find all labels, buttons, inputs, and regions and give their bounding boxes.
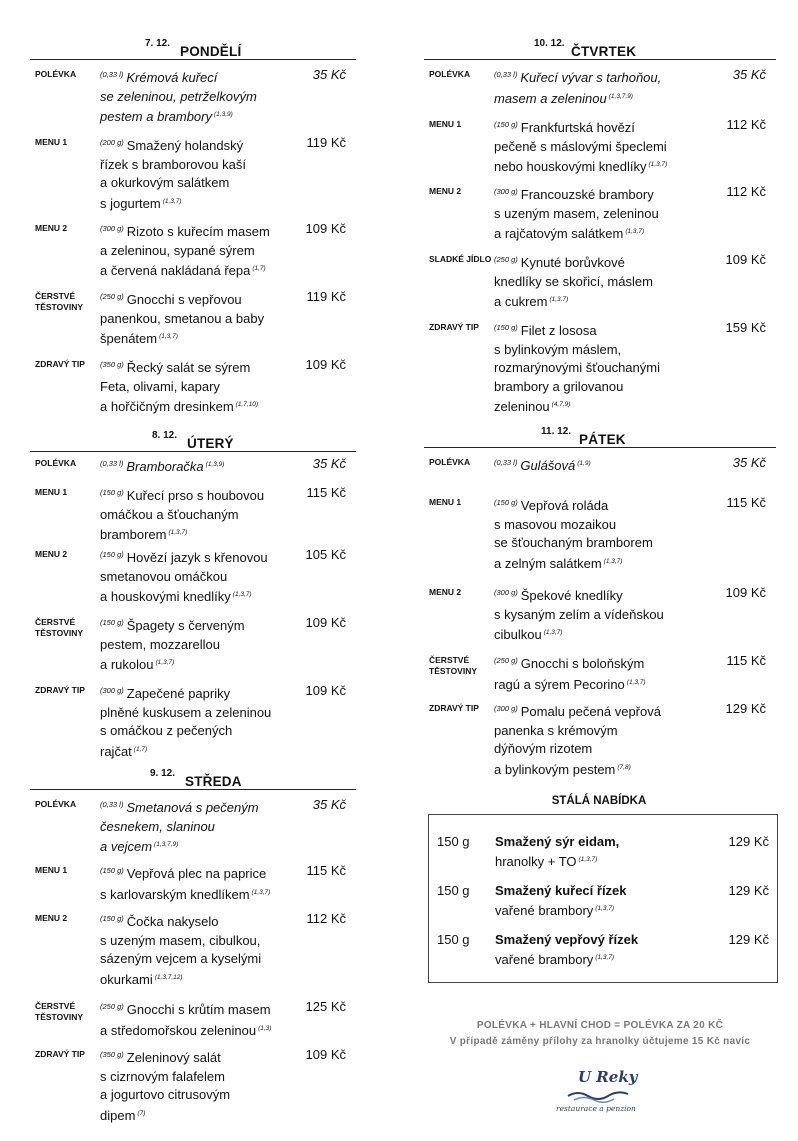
dish-description xyxy=(100,134,300,213)
dish-quantity: (350 g) xyxy=(100,1050,124,1059)
day-tuesday xyxy=(30,428,356,759)
dish-line: panenka s krémovým xyxy=(494,722,618,738)
allergens: (1,7) xyxy=(133,745,148,753)
dish-quantity: (250 g) xyxy=(100,292,124,301)
dish-line: plněné kuskusem a zeleninou xyxy=(100,704,272,720)
dish-line: Gnocchi s krůtím masem xyxy=(126,1002,271,1017)
day-header xyxy=(30,36,356,60)
dish-description xyxy=(494,700,694,779)
allergens: (1,3,7) xyxy=(595,954,615,961)
dish-description xyxy=(100,862,300,904)
dish-quantity: (250 g) xyxy=(494,656,518,665)
day-name: PONDĚLÍ xyxy=(180,44,242,59)
item-price: 129 Kč xyxy=(728,834,769,849)
menu-category: ZDRAVÝ TIP xyxy=(35,1049,85,1059)
dish-price: 129 Kč xyxy=(725,701,766,716)
allergens: (1,7) xyxy=(252,265,266,272)
dish-line: a červená nakládaná řepa xyxy=(100,263,251,278)
allergens: (1,3,7) xyxy=(155,659,175,666)
dish-description xyxy=(100,484,300,545)
item-title: Smažený kuřecí řízek xyxy=(495,883,627,898)
menu-category: MENU 1 xyxy=(35,137,68,147)
dish-price: 112 Kč xyxy=(726,117,766,132)
day-header xyxy=(424,36,776,60)
dish-price: 112 Kč xyxy=(726,184,766,199)
logo-name: U Reky xyxy=(578,1068,638,1086)
dish-price: 125 Kč xyxy=(305,999,346,1014)
dish-line: a středomořskou zeleninou xyxy=(100,1022,257,1038)
dish-price: 109 Kč xyxy=(725,252,766,267)
dish-line: Vepřová roláda xyxy=(520,498,609,513)
dish-quantity: (0,33 l) xyxy=(100,800,124,809)
dish-quantity: (300 g) xyxy=(494,704,518,713)
dish-line: a hořčičným dresinkem xyxy=(100,399,234,414)
menu-category: ČERSTVÉ TĚSTOVINY xyxy=(35,1001,84,1022)
dish-description xyxy=(494,251,694,312)
dish-line: bramborem xyxy=(100,527,167,542)
menu-category: MENU 2 xyxy=(429,186,462,196)
allergens: (1,3,7,12) xyxy=(154,973,183,981)
dish-line: Kynuté borůvkové xyxy=(520,255,625,270)
day-name: STŘEDA xyxy=(185,774,242,789)
dish-line: s karlovarským knedlíkem xyxy=(100,886,250,902)
dish-price: 109 Kč xyxy=(305,1047,346,1062)
dish-price: 109 Kč xyxy=(305,615,346,630)
dish-line: s kysaným zelím a vídeňskou xyxy=(494,606,664,622)
dish-price: 119 Kč xyxy=(306,289,346,304)
allergens: (1,3,7) xyxy=(648,161,668,168)
dish-line: Gnocchi s vepřovou xyxy=(126,292,242,307)
item-weight: 150 g xyxy=(437,834,470,849)
dish-line: rozmarýnovými šťouchanými xyxy=(494,360,660,375)
dish-quantity: (150 g) xyxy=(100,550,124,559)
dish-price: 112 Kč xyxy=(306,911,346,926)
permanent-offer-box xyxy=(428,814,778,983)
dish-description xyxy=(100,614,300,675)
allergens: (1,3,7) xyxy=(603,557,623,565)
dish-line: špenátem xyxy=(100,331,158,346)
dish-description xyxy=(494,183,694,244)
dish-line: a cukrem xyxy=(494,294,548,309)
dish-description xyxy=(100,288,300,349)
dish-line: smetanovou omáčkou xyxy=(100,568,228,584)
menu-category: ZDRAVÝ TIP xyxy=(35,685,85,695)
allergens: (7,8) xyxy=(617,763,631,771)
allergens: (1,3,7,9) xyxy=(154,841,179,848)
dish-line: Gnocchi s boloňským xyxy=(520,656,645,671)
day-header xyxy=(30,766,356,790)
footer-note-soup: POLÉVKA + HLAVNÍ CHOD = POLÉVKA ZA 20 KČ xyxy=(476,1020,724,1031)
menu-category: POLÉVKA xyxy=(35,69,77,79)
dish-quantity: (150 g) xyxy=(494,498,518,507)
dish-quantity: (150 g) xyxy=(100,618,124,627)
day-date: 7. 12. xyxy=(145,38,171,49)
dish-line: Gulášová xyxy=(520,458,576,473)
dish-line: a okurkovým salátkem xyxy=(100,175,230,190)
dish-line: Špagety s červeným xyxy=(126,618,245,633)
allergens: (1,3,7) xyxy=(626,678,646,686)
day-friday xyxy=(424,424,776,777)
dish-price: 109 Kč xyxy=(305,683,346,698)
dish-quantity: (0,33 l) xyxy=(494,458,518,467)
dish-line: s uzeným masem, cibulkou, xyxy=(100,932,261,948)
dish-quantity: (250 g) xyxy=(100,1002,124,1011)
menu-category: MENU 1 xyxy=(35,487,68,497)
dish-line: Řecký salát se sýrem xyxy=(126,360,251,375)
dish-description xyxy=(100,1046,300,1125)
dish-price: 115 Kč xyxy=(306,485,346,500)
dish-quantity: (300 g) xyxy=(494,588,518,597)
dish-line: Zeleninový salát xyxy=(126,1050,221,1065)
menu-category: ZDRAVÝ TIP xyxy=(35,359,85,369)
day-header xyxy=(424,424,776,448)
dish-line: pestem a brambory xyxy=(100,109,212,124)
dish-description xyxy=(494,652,694,694)
dish-price: 35 Kč xyxy=(312,67,346,82)
dish-line: Smetanová s pečeným xyxy=(126,800,259,815)
dish-line: a houskovými knedlíky xyxy=(100,589,231,604)
dish-line: Smažený holandský xyxy=(126,138,244,153)
dish-description xyxy=(100,998,300,1040)
menu-category: MENU 1 xyxy=(429,497,462,507)
allergens: (1,3,7) xyxy=(543,629,563,636)
item-weight: 150 g xyxy=(437,932,470,947)
dish-line: omáčkou a šťouchaným xyxy=(100,506,239,522)
dish-line: a zeleninou, sypané sýrem xyxy=(100,242,255,258)
dish-quantity: (300 g) xyxy=(100,686,124,695)
day-monday xyxy=(30,36,356,414)
dish-quantity: (150 g) xyxy=(100,914,124,923)
dish-line: Feta, olivami, kapary xyxy=(100,378,220,394)
dish-quantity: (0,33 l) xyxy=(100,70,124,79)
dish-line: a zelným salátkem xyxy=(494,555,602,571)
dish-line: Kuřecí prso s houbovou xyxy=(126,488,265,503)
dish-line: a jogurtovo citrusovým xyxy=(100,1087,231,1102)
item-side: hranolky + TO xyxy=(495,854,577,869)
dish-line: a rukolou xyxy=(100,657,154,672)
dish-price: 35 Kč xyxy=(312,456,346,471)
dish-price: 109 Kč xyxy=(305,221,346,236)
item-title: Smažený vepřový řízek xyxy=(495,932,639,947)
dish-quantity: (200 g) xyxy=(100,138,124,147)
menu-category: MENU 2 xyxy=(35,549,68,559)
menu-category: ZDRAVÝ TIP xyxy=(429,703,479,713)
dish-line: knedlíky se skořicí, máslem xyxy=(494,273,653,289)
dish-line: Bramboračka xyxy=(126,459,204,474)
day-header xyxy=(30,428,356,452)
dish-line: Francouzské brambory xyxy=(520,187,654,202)
day-date: 8. 12. xyxy=(152,430,178,441)
menu-category: SLADKÉ JÍDLO xyxy=(429,254,492,264)
dish-line: rajčat xyxy=(100,743,132,759)
dish-line: okurkami xyxy=(100,971,153,987)
dish-line: Kuřecí vývar s tarhoňou, xyxy=(520,70,662,85)
dish-line: se šťouchaným bramborem xyxy=(494,535,653,550)
logo-subtitle: restaurace a penzion xyxy=(556,1104,636,1113)
dish-line: Hovězí jazyk s křenovou xyxy=(126,550,268,565)
dish-description xyxy=(494,116,694,177)
dish-quantity: (150 g) xyxy=(100,488,124,497)
dish-quantity: (350 g) xyxy=(100,360,124,369)
dish-line: a bylinkovým pestem xyxy=(494,761,616,777)
dish-price: 105 Kč xyxy=(305,547,346,562)
dish-line: masem a zeleninou xyxy=(494,90,607,106)
allergens: (1,3,9) xyxy=(214,111,233,118)
menu-category: MENU 2 xyxy=(35,913,68,923)
item-name xyxy=(495,833,695,871)
menu-category: MENU 2 xyxy=(35,223,68,233)
dish-line: ragú a sýrem Pecorino xyxy=(494,676,625,692)
dish-price: 115 Kč xyxy=(726,653,766,668)
dish-price: 115 Kč xyxy=(306,863,346,878)
dish-line: s jogurtem xyxy=(100,195,161,211)
dish-line: Špekové knedlíky xyxy=(520,588,623,603)
allergens: (1,3,7) xyxy=(549,296,569,303)
dish-price: 159 Kč xyxy=(725,320,766,335)
permanent-offer-title: STÁLÁ NABÍDKA xyxy=(551,795,647,807)
dish-line: zeleninou xyxy=(494,399,550,414)
dish-line: s masovou mozaikou xyxy=(494,516,617,532)
menu-category: POLÉVKA xyxy=(429,457,471,467)
item-price: 129 Kč xyxy=(728,883,769,898)
wave-icon xyxy=(548,1086,648,1106)
dish-line: panenkou, smetanou a baby xyxy=(100,310,265,326)
allergens: (7) xyxy=(137,1109,146,1117)
dish-description xyxy=(494,319,694,417)
menu-category: ČERSTVÉ TĚSTOVINY xyxy=(429,655,478,676)
allergens: (1,3,7) xyxy=(251,888,271,896)
dish-quantity: (0,33 l) xyxy=(100,459,124,468)
day-date: 9. 12. xyxy=(150,768,176,779)
dish-line: Frankfurtská hovězí xyxy=(520,120,635,135)
dish-price: 109 Kč xyxy=(305,357,346,372)
allergens: (1,9) xyxy=(577,460,591,467)
dish-line: Rizoto s kuřecím masem xyxy=(126,224,270,239)
dish-line: Čočka nakyselo xyxy=(126,914,219,929)
dish-line: sázeným vejcem a kyselými xyxy=(100,951,262,966)
day-name: PÁTEK xyxy=(579,432,626,447)
dish-line: Zapečené papriky xyxy=(126,686,231,701)
dish-description xyxy=(494,66,694,108)
dish-line: s omáčkou z pečených xyxy=(100,723,233,738)
dish-line: Filet z lososa xyxy=(520,323,597,338)
dish-quantity: (150 g) xyxy=(494,120,518,129)
item-name xyxy=(495,882,695,920)
dish-description xyxy=(100,455,300,477)
day-wednesday xyxy=(30,766,356,1123)
allergens: (1,3,7,9) xyxy=(608,92,633,100)
dish-price: 35 Kč xyxy=(732,67,766,82)
dish-line: Krémová kuřecí xyxy=(126,70,218,85)
dish-price: 109 Kč xyxy=(725,585,766,600)
restaurant-logo xyxy=(548,1068,648,1118)
dish-quantity: (0,33 l) xyxy=(494,70,518,79)
item-title: Smažený sýr eidam, xyxy=(495,834,620,849)
dish-description xyxy=(100,356,300,417)
allergens: (1,3,7) xyxy=(162,197,182,205)
dish-description xyxy=(100,682,300,761)
allergens: (1,3,7) xyxy=(595,905,615,912)
dish-description xyxy=(100,66,300,127)
allergens: (1,3,7) xyxy=(578,856,598,863)
allergens: (1,3,9) xyxy=(205,461,225,468)
allergens: (1,3,7) xyxy=(168,529,188,536)
footer-note-fries: V případě záměny přílohy za hranolky účtujeme 15 Kč navíc xyxy=(449,1036,751,1047)
day-name: ÚTERÝ xyxy=(187,436,234,451)
dish-description xyxy=(100,220,300,281)
menu-category: ČERSTVÉ TĚSTOVINY xyxy=(35,617,84,638)
day-date: 10. 12. xyxy=(534,38,565,49)
dish-line: se zeleninou, petrželkovým xyxy=(100,88,257,104)
dish-line: cibulkou xyxy=(494,627,542,642)
menu-category: POLÉVKA xyxy=(35,799,77,809)
allergens: (1,7,10) xyxy=(235,401,259,408)
menu-category: MENU 1 xyxy=(35,865,68,875)
dish-price: 115 Kč xyxy=(726,495,766,510)
menu-category: POLÉVKA xyxy=(35,458,77,468)
item-side: vařené brambory xyxy=(495,903,594,918)
dish-description xyxy=(100,546,300,607)
item-name xyxy=(495,931,695,969)
menu-category: MENU 2 xyxy=(429,587,462,597)
menu-category: POLÉVKA xyxy=(429,69,471,79)
dish-line: pestem, mozzarellou xyxy=(100,636,220,652)
dish-price: 35 Kč xyxy=(732,455,766,470)
dish-line: česnekem, slaninou xyxy=(100,818,215,834)
item-price: 129 Kč xyxy=(728,932,769,947)
dish-line: dýňovým rizotem xyxy=(494,741,593,756)
dish-price: 35 Kč xyxy=(312,797,346,812)
dish-line: s bylinkovým máslem, xyxy=(494,341,622,357)
dish-description xyxy=(100,910,300,989)
item-side: vařené brambory xyxy=(495,952,594,967)
dish-line: dipem xyxy=(100,1107,136,1123)
dish-line: a vejcem xyxy=(100,839,153,854)
allergens: (4,7,9) xyxy=(551,401,571,408)
dish-line: s uzeným masem, zeleninou xyxy=(494,205,659,221)
dish-line: řízek s bramborovou kaší xyxy=(100,156,246,172)
item-weight: 150 g xyxy=(437,883,470,898)
day-date: 11. 12. xyxy=(541,426,572,437)
dish-quantity: (300 g) xyxy=(494,187,518,196)
dish-description xyxy=(494,494,694,573)
dish-line: Pomalu pečená vepřová xyxy=(520,704,661,719)
menu-category: ZDRAVÝ TIP xyxy=(429,322,479,332)
allergens: (1,3,7) xyxy=(159,333,178,340)
dish-line: brambory a grilovanou xyxy=(494,378,624,394)
dish-description xyxy=(494,584,694,645)
menu-category: ČERSTVÉ TĚSTOVINY xyxy=(35,291,84,312)
dish-description xyxy=(100,796,300,857)
allergens: (1,3) xyxy=(258,1024,272,1032)
dish-quantity: (150 g) xyxy=(100,866,124,875)
dish-line: nebo houskovými knedlíky xyxy=(494,159,647,174)
menu-category: MENU 1 xyxy=(429,119,462,129)
dish-quantity: (250 g) xyxy=(494,255,518,264)
dish-line: s cizrnovým falafelem xyxy=(100,1068,225,1084)
dish-line: pečeně s máslovými špeclemi xyxy=(494,138,667,154)
allergens: (1,3,7) xyxy=(232,591,252,598)
dish-description xyxy=(494,454,694,476)
dish-quantity: (300 g) xyxy=(100,224,124,233)
dish-price: 119 Kč xyxy=(306,135,346,150)
dish-line: Vepřová plec na paprice xyxy=(126,866,267,881)
day-thursday xyxy=(424,36,776,414)
dish-line: a rajčatovým salátkem xyxy=(494,226,624,241)
dish-quantity: (150 g) xyxy=(494,323,518,332)
allergens: (1,3,7) xyxy=(625,228,645,235)
day-name: ČTVRTEK xyxy=(571,44,637,59)
